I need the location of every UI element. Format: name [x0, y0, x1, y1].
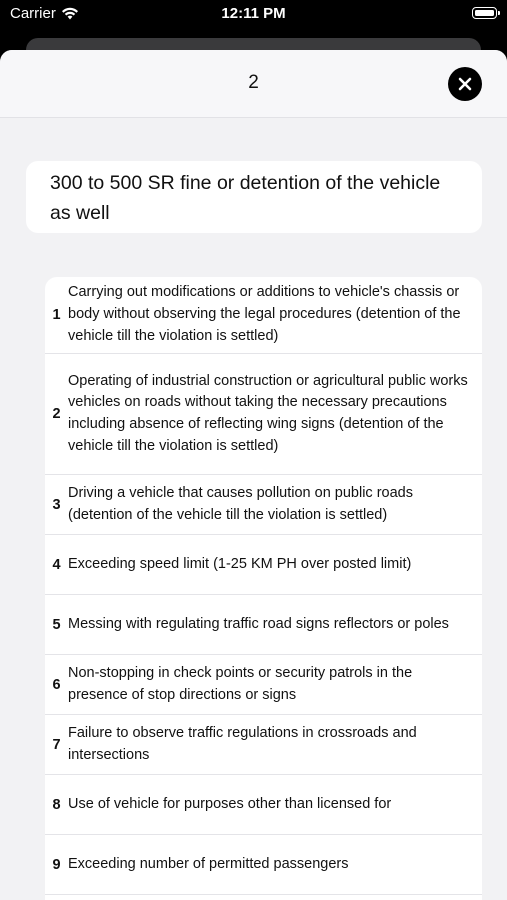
item-text: Exceeding number of permitted passengers — [68, 855, 349, 872]
close-button[interactable] — [448, 67, 482, 101]
item-text: Non-stopping in check points or security patrols in the presence of stop directions or signs — [68, 664, 413, 703]
fine-text: 300 to 500 SR fine or detention of the vehicle as well — [50, 172, 441, 224]
item-number: 6 — [52, 676, 61, 693]
item-number: 4 — [52, 556, 61, 573]
list-item[interactable] — [45, 835, 482, 895]
battery-icon — [472, 7, 497, 19]
item-text: Driving a vehicle that causes pollution on public roads (detention of the vehicle till the violation is settled) — [68, 484, 413, 523]
item-number: 5 — [52, 616, 61, 633]
item-number: 1 — [52, 307, 61, 323]
item-text: Carrying out modifications or additions to vehicle's chassis or body without observing the legal procedures (detention of the vehicle till the violation is settled) — [68, 284, 461, 344]
list-item[interactable] — [45, 475, 482, 535]
violations-list — [45, 277, 482, 900]
fine-card — [26, 161, 482, 233]
list-item[interactable] — [45, 655, 482, 715]
list-item[interactable] — [45, 354, 482, 475]
item-number: 7 — [52, 736, 61, 753]
item-number: 9 — [52, 856, 61, 873]
item-text: Exceeding speed limit (1-25 KM PH over posted limit) — [68, 555, 412, 572]
list-item[interactable] — [45, 775, 482, 835]
list-item[interactable] — [45, 277, 482, 354]
modal-sheet — [0, 50, 507, 900]
status-time: 12:11 PM — [221, 5, 286, 22]
sheet-title: 2 — [248, 72, 259, 93]
item-text: Failure to observe traffic regulations in crossroads and intersections — [68, 724, 417, 763]
list-item[interactable] — [45, 595, 482, 655]
carrier-label: Carrier — [10, 5, 56, 22]
item-text: Use of vehicle for purposes other than licensed for — [68, 795, 392, 812]
sheet-header — [0, 50, 507, 118]
status-bar — [0, 0, 507, 30]
item-text: Operating of industrial construction or agricultural public works vehicles on roads without taking the necessary precautions including absence of reflecting wing signs (detention of the vehicle till the violation is settled) — [68, 372, 468, 454]
list-item[interactable] — [45, 535, 482, 595]
item-number: 8 — [52, 796, 61, 813]
list-item[interactable] — [45, 715, 482, 775]
close-icon — [458, 77, 472, 91]
item-text: Messing with regulating traffic road signs reflectors or poles — [68, 615, 449, 632]
item-number: 2 — [52, 406, 61, 422]
item-number: 3 — [52, 496, 61, 513]
